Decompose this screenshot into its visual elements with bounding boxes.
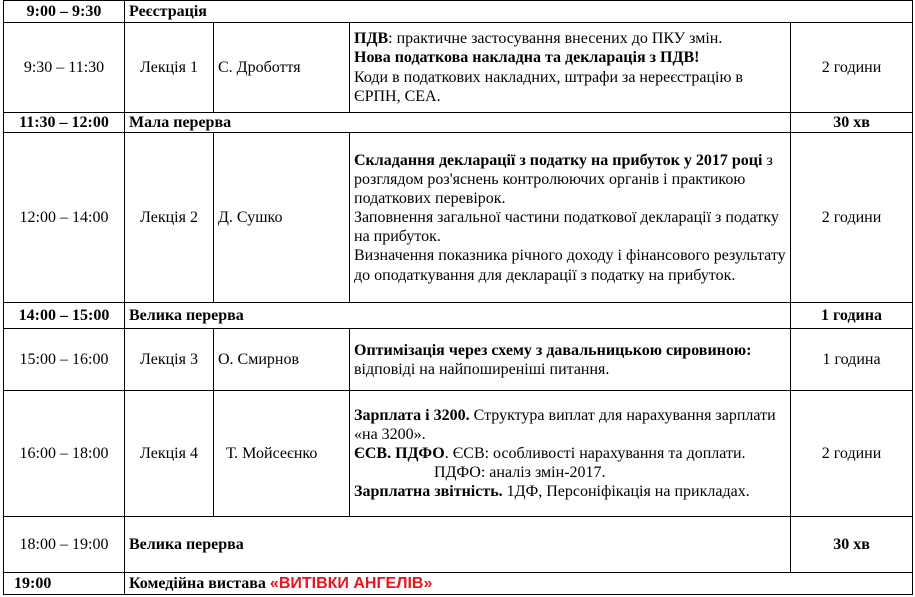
break-title: Мала перерва xyxy=(125,113,791,133)
duration-cell: 2 години xyxy=(791,391,913,517)
desc-text: ПДФО: аналіз змін-2017. xyxy=(434,464,606,482)
time-cell: 11:30 – 12:00 xyxy=(4,113,125,133)
desc-topic: ПДВ xyxy=(354,30,389,48)
show-title-cell xyxy=(125,573,913,595)
desc-text: 1ДФ, Персоніфікація на прикладах. xyxy=(502,483,750,501)
speaker-name: О. Смирнов xyxy=(214,329,350,391)
schedule-row-lecture-4 xyxy=(4,391,913,517)
time-cell: 15:00 – 16:00 xyxy=(4,329,125,391)
break-title: Реєстрація xyxy=(125,1,913,23)
duration-cell: 1 година xyxy=(791,329,913,391)
duration-cell: 30 хв xyxy=(791,517,913,573)
lecture-label: Лекція 4 xyxy=(125,391,214,517)
duration-cell: 2 години xyxy=(791,133,913,303)
speaker-name: Д. Сушко xyxy=(214,133,350,303)
speaker-name: Т. Мойсеєнко xyxy=(214,391,350,517)
break-title: Велика перерва xyxy=(125,303,791,329)
duration-cell: 1 година xyxy=(791,303,913,329)
desc-bold: Зарплатна звітність. xyxy=(354,483,503,501)
lecture-description xyxy=(350,133,791,303)
show-title: Комедійна вистава xyxy=(129,575,270,593)
time-cell: 18:00 – 19:00 xyxy=(4,517,125,573)
time-cell: 9:30 – 11:30 xyxy=(4,23,125,113)
desc-text: Структура виплат для нарахування зарплати «на 3200». xyxy=(354,406,776,443)
desc-bold: Оптимізація через схему з давальницькою сировиною: xyxy=(354,341,752,359)
speaker-name: С. Дробоття xyxy=(214,23,350,113)
desc-text: Визначення показника річного доходу і фінансового результату до оподаткування для декларації з податку на прибуток. xyxy=(354,247,786,284)
lecture-label: Лекція 3 xyxy=(125,329,214,391)
time-cell: 19:00 xyxy=(4,573,125,595)
lecture-description xyxy=(350,391,791,517)
schedule-table xyxy=(3,0,913,595)
schedule-row-registration xyxy=(4,1,913,23)
schedule-row-lecture-2 xyxy=(4,133,913,303)
duration-cell: 2 години xyxy=(791,23,913,113)
desc-text: : практичне застосування внесених до ПКУ змін. xyxy=(388,30,723,48)
break-title: Велика перерва xyxy=(125,517,791,573)
desc-text: відповіді на найпоширеніші питання. xyxy=(354,360,610,378)
schedule-row-short-break xyxy=(4,113,913,133)
duration-cell: 30 хв xyxy=(791,113,913,133)
time-cell: 16:00 – 18:00 xyxy=(4,391,125,517)
desc-text: Коди в податкових накладних, штрафи за нереєстрацію в ЄРПН, СЕА. xyxy=(354,68,743,105)
desc-text: з розглядом роз'яснень контролюючих органів і практикою податкових перевірок. xyxy=(354,151,773,207)
schedule-row-big-break xyxy=(4,303,913,329)
desc-bold: Складання декларації з податку на прибуток у 2017 році xyxy=(354,151,763,169)
lecture-label: Лекція 2 xyxy=(125,133,214,303)
show-highlight: «ВИТІВКИ АНГЕЛІВ» xyxy=(269,575,433,593)
desc-bold: Зарплата і 3200. xyxy=(354,406,470,424)
time-cell: 12:00 – 14:00 xyxy=(4,133,125,303)
schedule-row-show xyxy=(4,573,913,595)
lecture-description xyxy=(350,23,791,113)
desc-text: Заповнення загальної частини податкової декларації з податку на прибуток. xyxy=(354,209,779,246)
desc-text: . ЄСВ: особливості нарахування та доплати. xyxy=(444,445,746,463)
desc-bold: ЄСВ. ПДФО xyxy=(354,445,445,463)
lecture-label: Лекція 1 xyxy=(125,23,214,113)
lecture-description xyxy=(350,329,791,391)
schedule-row-big-break-2 xyxy=(4,517,913,573)
desc-bold-line: Нова податкова накладна та декларація з ПДВ! xyxy=(354,49,700,67)
schedule-row-lecture-1 xyxy=(4,23,913,113)
schedule-row-lecture-3 xyxy=(4,329,913,391)
time-cell: 14:00 – 15:00 xyxy=(4,303,125,329)
time-cell: 9:00 – 9:30 xyxy=(4,1,125,23)
